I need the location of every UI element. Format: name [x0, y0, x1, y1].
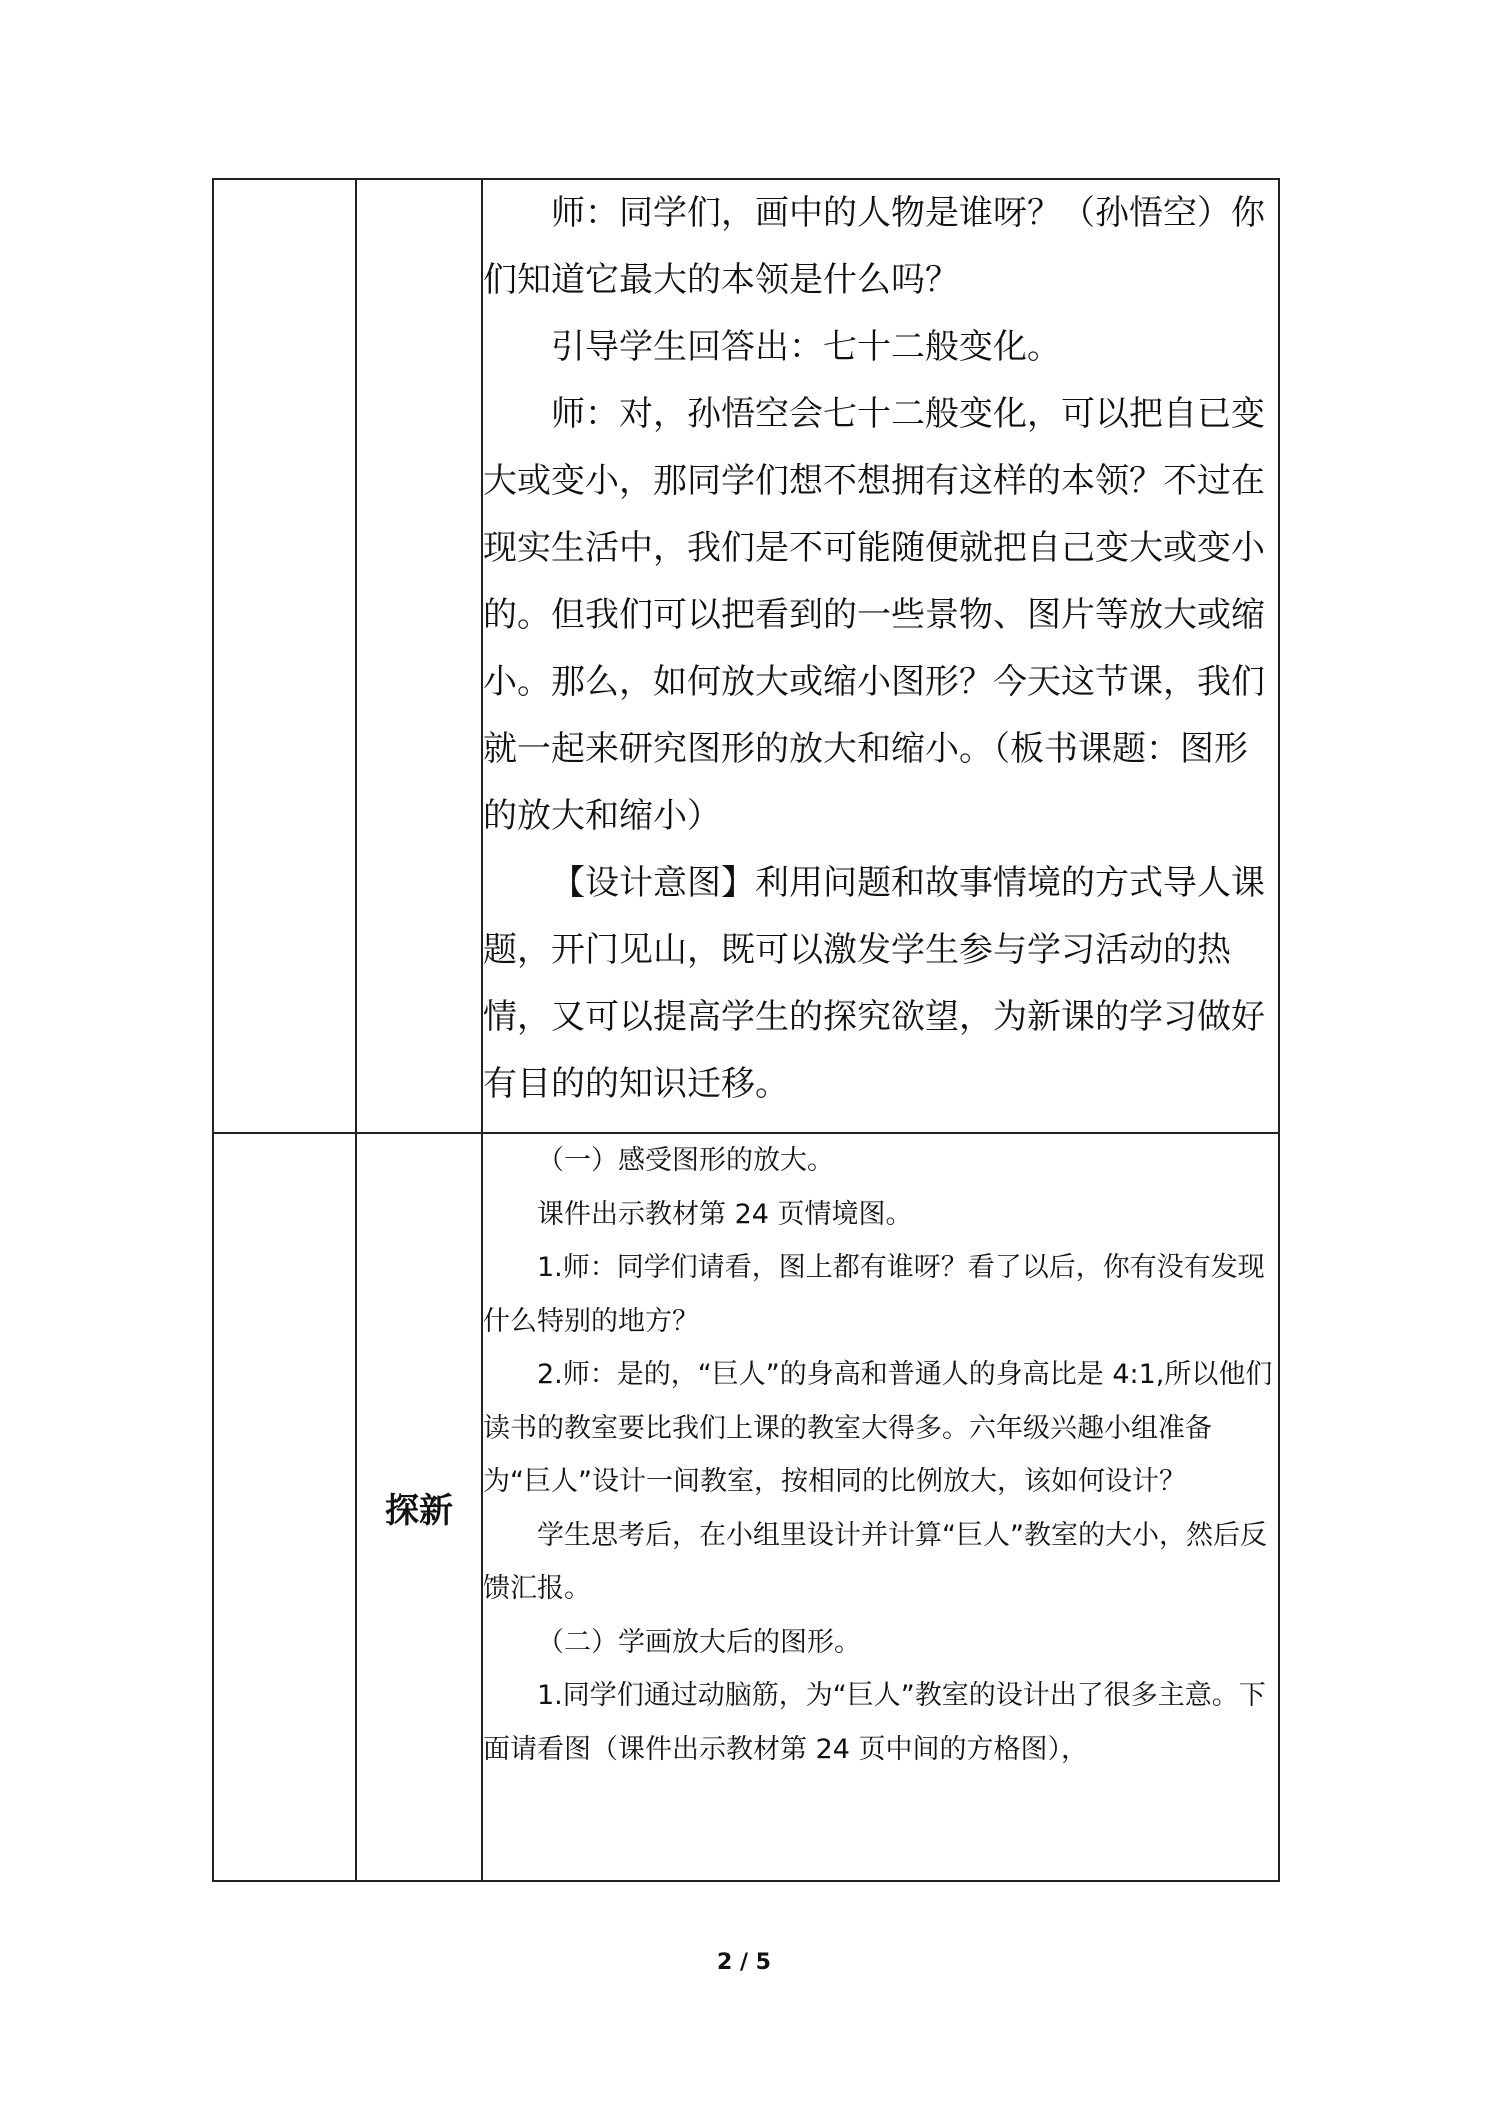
- table-row-explore: [213, 1133, 1279, 1881]
- explore-paragraph: 1.师：同学们请看，图上都有谁呀？看了以后，你有没有发现什么特别的地方？: [483, 1252, 1265, 1337]
- design-intent-paragraph: 【设计意图】利用问题和故事情境的方式导人课题，开门见山，既可以激发学生参与学习活动的热情，又可以提高学生的探究欲望，为新课的学习做好有目的的知识迁移。: [483, 863, 1265, 1104]
- section-cell: [213, 1133, 356, 1881]
- stage-cell: [356, 179, 482, 1133]
- explore-paragraph: 1.同学们通过动脑筋，为“巨人”教室的设计出了很多主意。下面请看图（课件出示教材第 24 页中间的方格图），: [483, 1680, 1266, 1765]
- explore-paragraph: 学生思考后，在小组里设计并计算“巨人”教室的大小，然后反馈汇报。: [483, 1519, 1267, 1604]
- intro-paragraph: 引导学生回答出：七十二般变化。: [551, 327, 1061, 367]
- explore-content-cell: [482, 1133, 1279, 1881]
- section-cell: [213, 179, 356, 1133]
- stage-cell: [356, 1133, 482, 1881]
- page-number: 2 / 5: [717, 1950, 771, 1975]
- intro-paragraph: 师：同学们，画中的人物是谁呀？（孙悟空）你们知道它最大的本领是什么吗？: [483, 193, 1265, 300]
- explore-paragraph: 2.师：是的，“巨人”的身高和普通人的身高比是 4:1,所以他们读书的教室要比我们上课的教室大得多。六年级兴趣小组准备为“巨人”设计一间教室，按相同的比例放大，该如何设计？: [483, 1359, 1273, 1497]
- explore-paragraph: （二）学画放大后的图形。: [537, 1626, 861, 1658]
- explore-paragraph: 课件出示教材第 24 页情境图。: [537, 1198, 913, 1230]
- table-row-intro: [213, 179, 1279, 1133]
- explore-paragraph: （一）感受图形的放大。: [537, 1145, 834, 1176]
- intro-paragraph: 师：对，孙悟空会七十二般变化，可以把自已变大或变小，那同学们想不想拥有这样的本领？不过在现实生活中，我们是不可能随便就把自己变大或变小的。但我们可以把看到的一些景物、图片等放大或缩小。那么，如何放大或缩小图形？今天这节课，我们就一起来研究图形的放大和缩小。（板书课题：图形的放大和缩小）: [483, 394, 1265, 836]
- intro-content-cell: [482, 179, 1279, 1133]
- stage-label: 探新: [385, 1490, 453, 1531]
- lesson-plan-table: [212, 178, 1280, 1882]
